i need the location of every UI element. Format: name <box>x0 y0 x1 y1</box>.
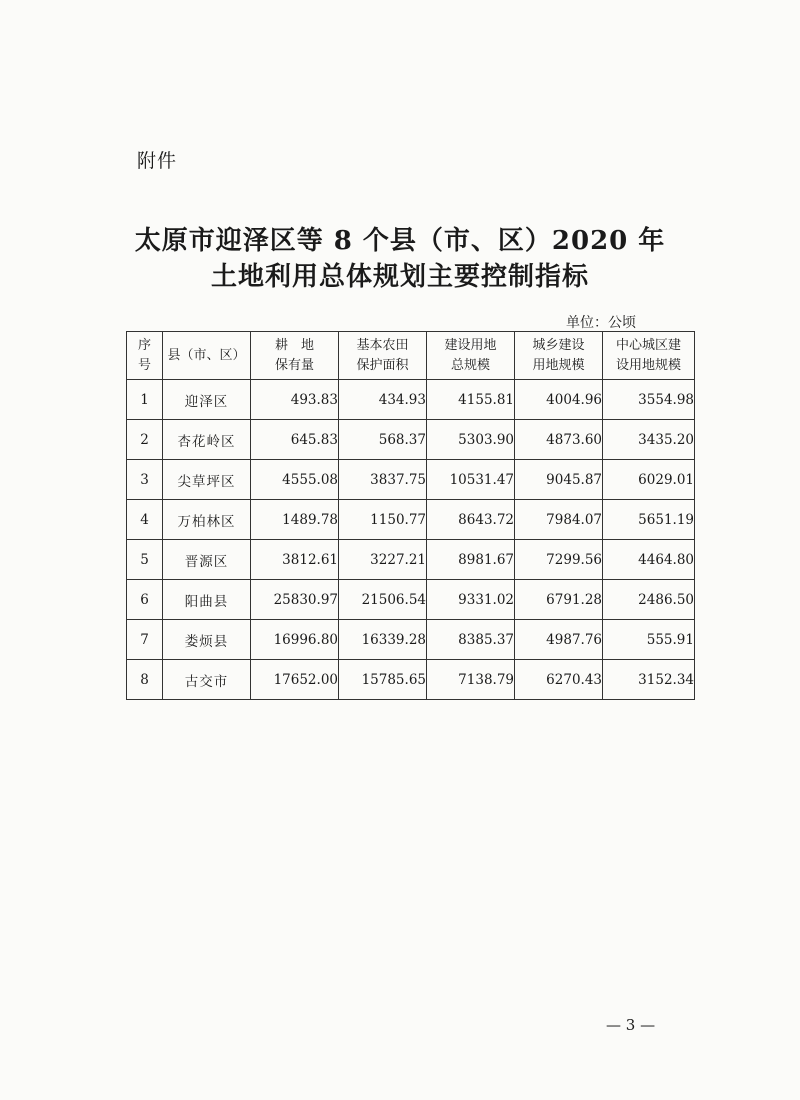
cell-basic-farmland: 568.37 <box>339 420 427 460</box>
cell-central-city-land: 5651.19 <box>603 500 695 540</box>
cell-construction-land: 8385.37 <box>427 620 515 660</box>
cell-basic-farmland: 1150.77 <box>339 500 427 540</box>
attachment-label: 附件 <box>137 150 178 172</box>
table-row <box>127 500 695 540</box>
document-title-line-2: 土地利用总体规划主要控制指标 <box>210 262 589 292</box>
cell-basic-farmland: 15785.65 <box>339 660 427 700</box>
document-title-line-1: 太原市迎泽区等 8 个县（市、区）2020 年 <box>134 226 666 256</box>
cell-basic-farmland: 16339.28 <box>339 620 427 660</box>
cell-index: 7 <box>127 620 163 660</box>
table-row <box>127 660 695 700</box>
table-row <box>127 420 695 460</box>
table-row <box>127 460 695 500</box>
control-indicators-table <box>126 331 695 700</box>
cell-county: 杏花岭区 <box>163 420 251 460</box>
table-row <box>127 620 695 660</box>
header-county: 县（市、区） <box>163 332 251 380</box>
cell-construction-land: 5303.90 <box>427 420 515 460</box>
cell-urban-rural-land: 4004.96 <box>515 380 603 420</box>
cell-county: 阳曲县 <box>163 580 251 620</box>
cell-county: 晋源区 <box>163 540 251 580</box>
cell-farmland: 17652.00 <box>251 660 339 700</box>
cell-county: 迎泽区 <box>163 380 251 420</box>
cell-central-city-land: 3554.98 <box>603 380 695 420</box>
cell-basic-farmland: 3227.21 <box>339 540 427 580</box>
table-row <box>127 580 695 620</box>
cell-construction-land: 9331.02 <box>427 580 515 620</box>
page-number: — 3 — <box>606 1016 656 1034</box>
cell-index: 5 <box>127 540 163 580</box>
cell-county: 娄烦县 <box>163 620 251 660</box>
cell-county: 尖草坪区 <box>163 460 251 500</box>
cell-farmland: 25830.97 <box>251 580 339 620</box>
cell-basic-farmland: 434.93 <box>339 380 427 420</box>
cell-construction-land: 8643.72 <box>427 500 515 540</box>
table-row <box>127 380 695 420</box>
cell-urban-rural-land: 9045.87 <box>515 460 603 500</box>
cell-index: 1 <box>127 380 163 420</box>
cell-farmland: 645.83 <box>251 420 339 460</box>
cell-construction-land: 10531.47 <box>427 460 515 500</box>
table-row <box>127 540 695 580</box>
header-construction-land: 建设用地 总规模 <box>427 332 515 380</box>
cell-central-city-land: 2486.50 <box>603 580 695 620</box>
cell-basic-farmland: 3837.75 <box>339 460 427 500</box>
cell-index: 3 <box>127 460 163 500</box>
cell-index: 6 <box>127 580 163 620</box>
cell-index: 8 <box>127 660 163 700</box>
cell-urban-rural-land: 6791.28 <box>515 580 603 620</box>
header-central-city-land: 中心城区建 设用地规模 <box>603 332 695 380</box>
header-urban-rural-land: 城乡建设 用地规模 <box>515 332 603 380</box>
unit-label: 单位：公顷 <box>566 315 636 331</box>
header-index: 序 号 <box>127 332 163 380</box>
cell-index: 4 <box>127 500 163 540</box>
cell-construction-land: 7138.79 <box>427 660 515 700</box>
cell-central-city-land: 3152.34 <box>603 660 695 700</box>
cell-construction-land: 4155.81 <box>427 380 515 420</box>
header-farmland: 耕 地 保有量 <box>251 332 339 380</box>
cell-farmland: 16996.80 <box>251 620 339 660</box>
cell-central-city-land: 555.91 <box>603 620 695 660</box>
cell-index: 2 <box>127 420 163 460</box>
cell-central-city-land: 3435.20 <box>603 420 695 460</box>
header-basic-farmland: 基本农田 保护面积 <box>339 332 427 380</box>
cell-central-city-land: 4464.80 <box>603 540 695 580</box>
cell-central-city-land: 6029.01 <box>603 460 695 500</box>
cell-county: 古交市 <box>163 660 251 700</box>
cell-basic-farmland: 21506.54 <box>339 580 427 620</box>
cell-county: 万柏林区 <box>163 500 251 540</box>
cell-farmland: 493.83 <box>251 380 339 420</box>
cell-urban-rural-land: 6270.43 <box>515 660 603 700</box>
cell-construction-land: 8981.67 <box>427 540 515 580</box>
cell-farmland: 3812.61 <box>251 540 339 580</box>
cell-farmland: 1489.78 <box>251 500 339 540</box>
cell-farmland: 4555.08 <box>251 460 339 500</box>
table-header-row <box>127 332 695 380</box>
cell-urban-rural-land: 7299.56 <box>515 540 603 580</box>
cell-urban-rural-land: 4873.60 <box>515 420 603 460</box>
cell-urban-rural-land: 4987.76 <box>515 620 603 660</box>
cell-urban-rural-land: 7984.07 <box>515 500 603 540</box>
